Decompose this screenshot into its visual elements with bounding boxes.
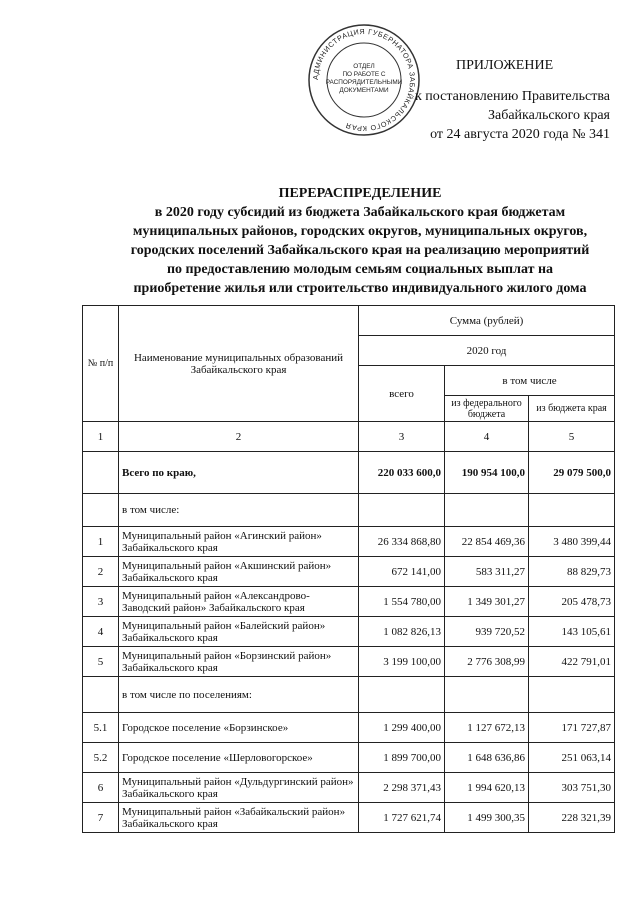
colnum-1: 1 — [83, 422, 119, 452]
appendix-line-3: от 24 августа 2020 года № 341 — [430, 127, 610, 142]
row-federal — [445, 494, 529, 527]
row-number: 4 — [83, 617, 119, 647]
row-name: Всего по краю, — [119, 452, 359, 494]
stamp-center-line: ПО РАБОТЕ С — [342, 71, 386, 78]
table-row — [83, 557, 615, 587]
row-total: 1 299 400,00 — [359, 713, 445, 743]
row-federal: 190 954 100,0 — [445, 452, 529, 494]
row-regional — [529, 494, 615, 527]
table-row — [83, 677, 615, 713]
appendix-heading: ПРИЛОЖЕНИЕ — [456, 58, 554, 73]
header-federal: из федерального бюджета — [445, 396, 529, 422]
title-line-4: по предоставлению молодым семьям социальных выплат на — [166, 262, 554, 277]
table-row — [83, 527, 615, 557]
row-number: 5 — [83, 647, 119, 677]
row-federal: 1 994 620,13 — [445, 773, 529, 803]
colnum-5: 5 — [529, 422, 615, 452]
row-regional: 88 829,73 — [529, 557, 615, 587]
table-row — [83, 452, 615, 494]
table-row — [83, 773, 615, 803]
row-regional: 143 105,61 — [529, 617, 615, 647]
row-name: Муниципальный район «Александрово-Заводский район» Забайкальского края — [119, 587, 359, 617]
row-number: 7 — [83, 803, 119, 833]
appendix-block — [384, 56, 610, 144]
table-row — [83, 647, 615, 677]
row-number: 3 — [83, 587, 119, 617]
row-number — [83, 677, 119, 713]
row-name: Городское поселение «Шерловогорское» — [119, 743, 359, 773]
row-number: 6 — [83, 773, 119, 803]
colnum-3: 3 — [359, 422, 445, 452]
appendix-line-2: Забайкальского края — [487, 108, 610, 123]
title-line-3: городских поселений Забайкальского края на реализацию мероприятий — [130, 243, 590, 258]
stamp-center-line: ОТДЕЛ — [353, 63, 375, 70]
row-regional: 422 791,01 — [529, 647, 615, 677]
row-regional: 171 727,87 — [529, 713, 615, 743]
row-total: 220 033 600,0 — [359, 452, 445, 494]
row-name: в том числе: — [119, 494, 359, 527]
row-federal: 1 499 300,35 — [445, 803, 529, 833]
row-number — [83, 452, 119, 494]
row-regional: 3 480 399,44 — [529, 527, 615, 557]
colnum-4: 4 — [445, 422, 529, 452]
row-number — [83, 494, 119, 527]
row-federal: 1 648 636,86 — [445, 743, 529, 773]
row-regional: 205 478,73 — [529, 587, 615, 617]
stamp-ring-text: АДМИНИСТРАЦИЯ ГУБЕРНАТОРА ЗАБАЙКАЛЬСКОГО КРАЯ — [310, 26, 418, 134]
row-total — [359, 494, 445, 527]
header-year: 2020 год — [359, 336, 615, 366]
row-federal: 2 776 308,99 — [445, 647, 529, 677]
title-line-1: в 2020 году субсидий из бюджета Забайкальского края бюджетам — [154, 205, 566, 220]
row-name: Муниципальный район «Забайкальский район» Забайкальского края — [119, 803, 359, 833]
table-row — [83, 587, 615, 617]
table-row — [83, 803, 615, 833]
table-row — [83, 713, 615, 743]
header-num: № п/п — [83, 306, 119, 422]
header-regional: из бюджета края — [529, 396, 615, 422]
row-federal — [445, 677, 529, 713]
appendix-line-1: к постановлению Правительства — [414, 89, 610, 104]
row-federal: 939 720,52 — [445, 617, 529, 647]
row-total: 3 199 100,00 — [359, 647, 445, 677]
row-regional: 29 079 500,0 — [529, 452, 615, 494]
row-name: Муниципальный район «Дульдургинский район» Забайкальского края — [119, 773, 359, 803]
title-line-2: муниципальных районов, городских округов, муниципальных округов, — [132, 224, 588, 239]
row-number: 5.2 — [83, 743, 119, 773]
row-federal: 22 854 469,36 — [445, 527, 529, 557]
row-federal: 1 349 301,27 — [445, 587, 529, 617]
row-regional: 303 751,30 — [529, 773, 615, 803]
row-number: 1 — [83, 527, 119, 557]
row-regional — [529, 677, 615, 713]
stamp-center-line: РАСПОРЯДИТЕЛЬНЫМИ — [325, 79, 403, 86]
row-name: Муниципальный район «Акшинский район» Забайкальского края — [119, 557, 359, 587]
row-total: 672 141,00 — [359, 557, 445, 587]
row-total: 2 298 371,43 — [359, 773, 445, 803]
row-name: Городское поселение «Борзинское» — [119, 713, 359, 743]
colnum-2: 2 — [119, 422, 359, 452]
row-total: 1 082 826,13 — [359, 617, 445, 647]
row-name: Муниципальный район «Балейский район» Забайкальского края — [119, 617, 359, 647]
table-row — [83, 617, 615, 647]
stamp-center-line: ДОКУМЕНТАМИ — [339, 87, 389, 94]
row-regional: 251 063,14 — [529, 743, 615, 773]
row-total — [359, 677, 445, 713]
row-regional: 228 321,39 — [529, 803, 615, 833]
row-federal: 583 311,27 — [445, 557, 529, 587]
row-total: 1 554 780,00 — [359, 587, 445, 617]
row-total: 26 334 868,80 — [359, 527, 445, 557]
row-federal: 1 127 672,13 — [445, 713, 529, 743]
title-main: ПЕРЕРАСПРЕДЕЛЕНИЕ — [278, 186, 442, 201]
row-total: 1 727 621,74 — [359, 803, 445, 833]
document-title — [110, 184, 610, 298]
row-name: Муниципальный район «Борзинский район» Забайкальского края — [119, 647, 359, 677]
row-name: в том числе по поселениям: — [119, 677, 359, 713]
header-including: в том числе — [445, 366, 615, 396]
row-name: Муниципальный район «Агинский район» Забайкальского края — [119, 527, 359, 557]
header-total: всего — [359, 366, 445, 422]
table-row — [83, 494, 615, 527]
row-total: 1 899 700,00 — [359, 743, 445, 773]
subsidy-table — [82, 305, 615, 833]
table-row — [83, 743, 615, 773]
header-name: Наименование муниципальных образований Забайкальского края — [119, 306, 359, 422]
title-line-5: приобретение жилья или строительство индивидуального жилого дома — [133, 281, 587, 296]
row-number: 5.1 — [83, 713, 119, 743]
row-number: 2 — [83, 557, 119, 587]
header-sum: Сумма (рублей) — [359, 306, 615, 336]
